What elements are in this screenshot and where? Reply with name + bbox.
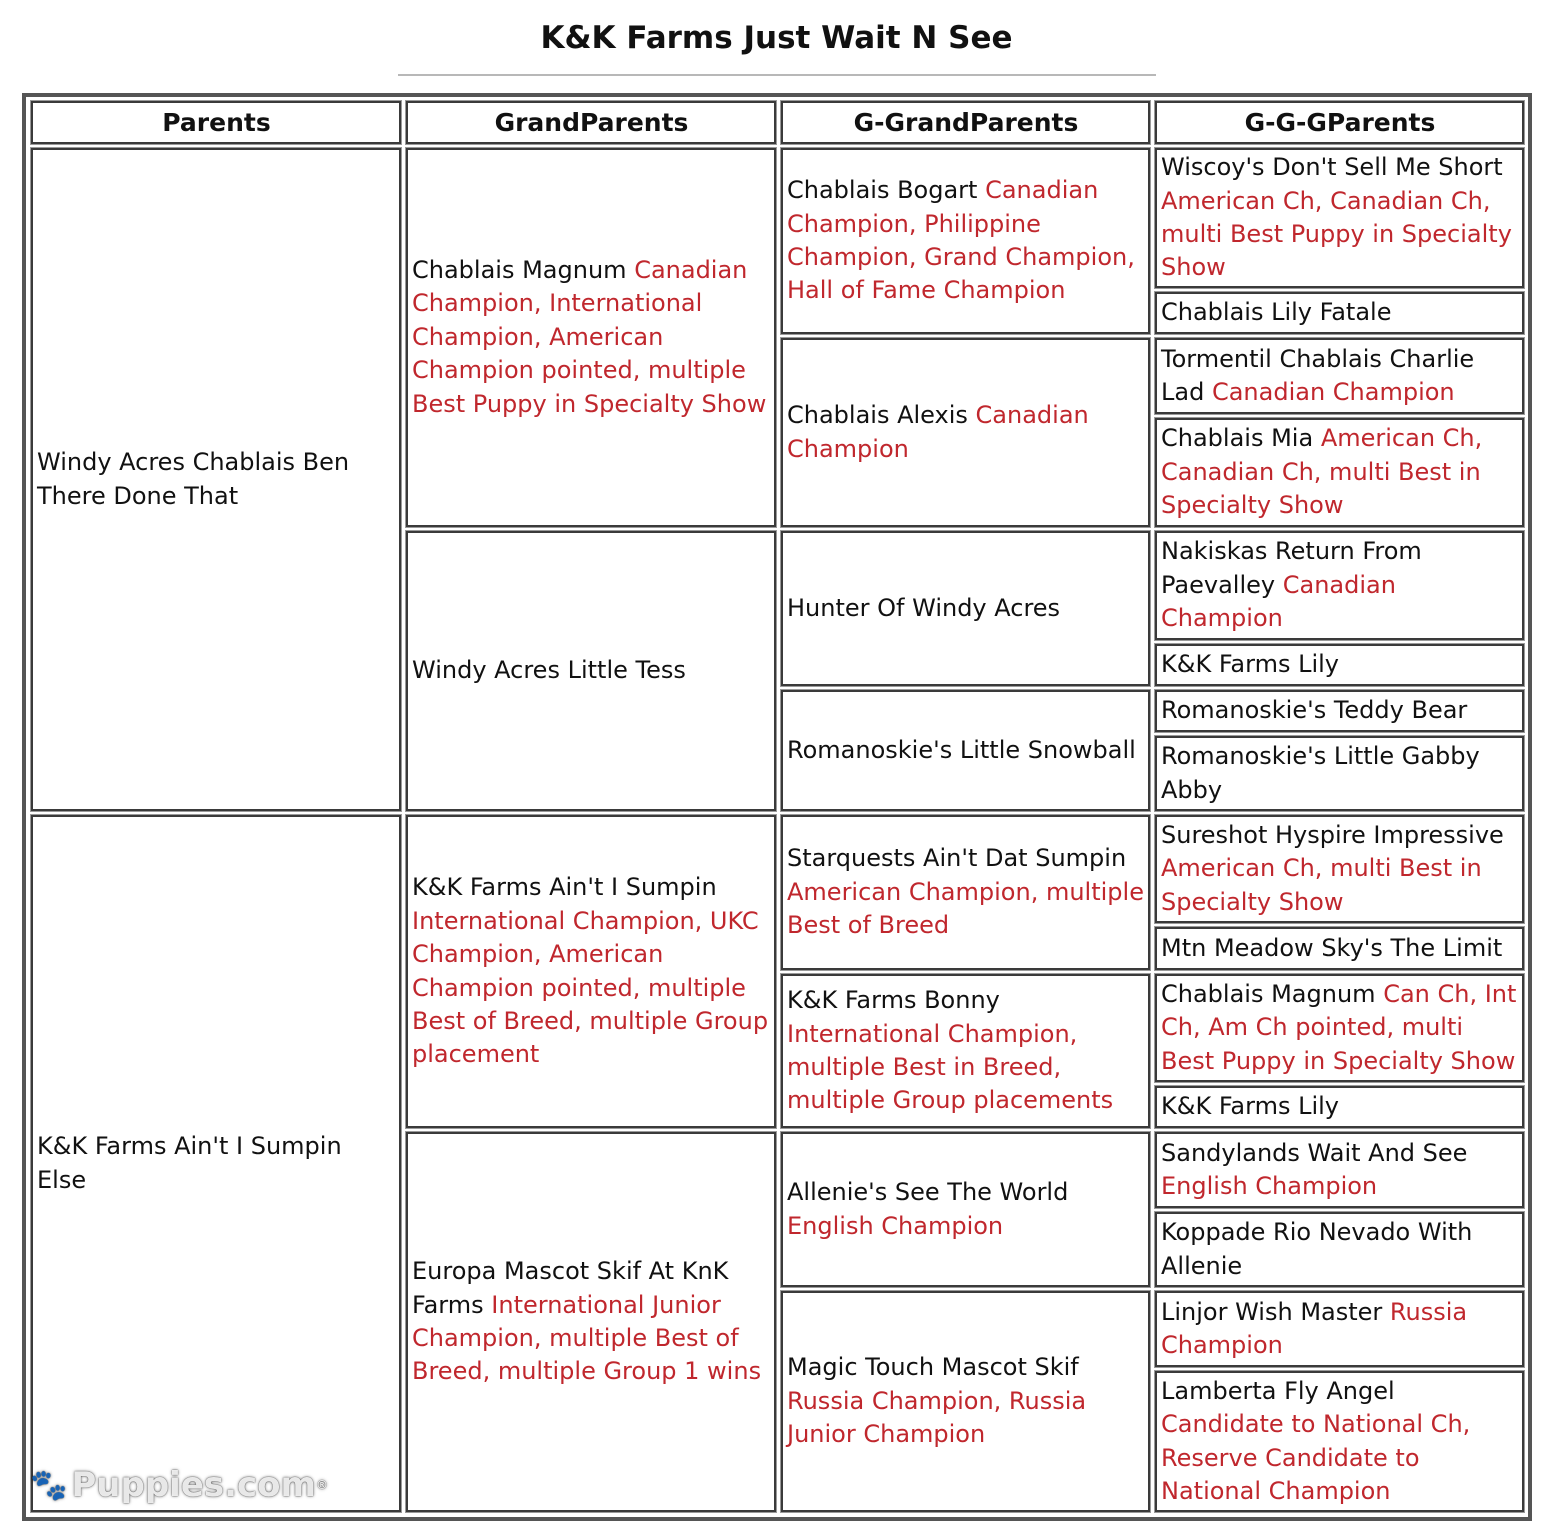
dog-name: Hunter Of Windy Acres [787, 593, 1061, 622]
dog-name: Allenie's See The World [787, 1178, 1069, 1207]
g-grandparent-cell [781, 531, 1150, 686]
dog-titles: American Ch, multi Best in Specialty Show [1161, 854, 1482, 916]
g-g-gparent-cell [1155, 148, 1524, 288]
grandparent-cell [406, 1132, 776, 1512]
dog-name: Chablais Bogart [787, 176, 978, 205]
dog-titles: International Champion, multiple Best in Breed, multiple Group placements [787, 1019, 1114, 1115]
dog-name: K&K Farms Bonny [787, 986, 1000, 1015]
dog-name: Romanoskie's Little Gabby Abby [1161, 742, 1480, 804]
registered-mark: ® [315, 1478, 328, 1492]
dog-name: Nakiskas Return From Paevalley [1161, 537, 1422, 599]
g-grandparent-cell [781, 338, 1150, 527]
g-g-gparent-cell [1155, 1212, 1524, 1287]
dog-titles: Russia Champion, Russia Junior Champion [787, 1386, 1087, 1449]
dog-name: K&K Farms Ain't I Sumpin Else [37, 1132, 342, 1194]
dog-name: Chablais Mia [1161, 424, 1314, 453]
dog-titles: American Ch, Canadian Ch, multi Best in Specialty Show [1161, 424, 1483, 520]
dog-titles: Canadian Champion, International Champion, American Champion pointed, multiple Best Puppy in Specialty Show [412, 255, 767, 418]
g-g-gparent-cell [1155, 974, 1524, 1082]
dog-name: Chablais Alexis [787, 401, 968, 430]
g-g-gparent-cell [1155, 418, 1524, 527]
dog-name: K&K Farms Lily [1161, 650, 1339, 679]
watermark [30, 1465, 328, 1505]
g-g-gparent-cell [1155, 531, 1524, 640]
header-grandparents: GrandParents [406, 101, 776, 144]
dog-name: Lamberta Fly Angel [1161, 1376, 1395, 1405]
g-g-gparent-cell [1155, 690, 1524, 732]
g-grandparent-cell [781, 974, 1150, 1128]
dog-titles: Canadian Champion, Philippine Champion, Grand Champion, Hall of Fame Champion [787, 176, 1135, 305]
g-g-gparent-cell [1155, 292, 1524, 334]
dog-name: Wiscoy's Don't Sell Me Short [1161, 153, 1503, 182]
dog-titles: Canadian Champion [1211, 378, 1455, 406]
g-grandparent-cell [781, 815, 1150, 970]
g-g-gparent-cell [1155, 1291, 1524, 1367]
dog-name: Windy Acres Chablais Ben There Done That [37, 448, 350, 510]
dog-titles: International Champion, UKC Champion, American Champion pointed, multiple Best of Breed, multiple Group placement [412, 906, 769, 1069]
g-g-gparent-cell [1155, 1086, 1524, 1128]
grandparent-cell [406, 148, 776, 527]
dog-titles: Russia Champion [1161, 1297, 1468, 1359]
dog-titles: American Champion, multiple Best of Breed [787, 877, 1144, 940]
dog-name: Koppade Rio Nevado With Allenie [1161, 1218, 1473, 1280]
dog-titles: Candidate to National Ch, Reserve Candidate to National Champion [1161, 1410, 1471, 1505]
dog-titles: English Champion [787, 1211, 1004, 1240]
dog-name: Tormentil Chablais Charlie Lad [1161, 344, 1475, 406]
dog-name: K&K Farms Lily [1161, 1092, 1339, 1121]
grandparent-cell [406, 531, 776, 811]
dog-titles: Canadian Champion [1161, 570, 1396, 633]
dog-name: Starquests Ain't Dat Sumpin [787, 844, 1127, 873]
dog-name: K&K Farms Ain't I Sumpin [412, 873, 717, 902]
dog-titles: Canadian Champion [787, 401, 1089, 463]
g-g-gparent-cell [1155, 815, 1524, 923]
dog-name: Romanoskie's Little Snowball [787, 735, 1136, 764]
dog-name: Windy Acres Little Tess [412, 656, 686, 685]
parent-cell-sire [31, 148, 401, 811]
g-grandparent-cell [781, 1132, 1150, 1287]
g-g-gparent-cell [1155, 736, 1524, 811]
dog-titles: Can Ch, Int Ch, Am Ch pointed, multi Best Puppy in Specialty Show [1161, 979, 1517, 1075]
dog-name: Mtn Meadow Sky's The Limit [1161, 933, 1503, 962]
g-grandparent-cell [781, 690, 1150, 811]
dog-name: Linjor Wish Master [1161, 1297, 1383, 1326]
dog-name: Romanoskie's Teddy Bear [1161, 696, 1468, 725]
dog-name: Chablais Lily Fatale [1161, 298, 1392, 327]
g-g-gparent-cell [1155, 1132, 1524, 1208]
dog-paw-icon: 🐾 [30, 1467, 68, 1503]
dog-titles: American Ch, Canadian Ch, multi Best Puppy in Specialty Show [1161, 186, 1512, 282]
grandparent-cell [406, 815, 776, 1128]
page-title: K&K Farms Just Wait N See [540, 20, 1013, 56]
title-divider [398, 74, 1156, 76]
header-parents: Parents [31, 101, 401, 144]
dog-name: Europa Mascot Skif At KnK Farms [412, 1257, 729, 1319]
dog-name: Sureshot Hyspire Impressive [1161, 820, 1504, 849]
g-g-gparent-cell [1155, 338, 1524, 414]
dog-name: Magic Touch Mascot Skif [787, 1353, 1079, 1382]
dog-titles: International Junior Champion, multiple Best of Breed, multiple Group 1 wins [412, 1290, 762, 1386]
header-g-g-gparents: G-G-GParents [1155, 101, 1524, 144]
g-grandparent-cell [781, 148, 1150, 334]
dog-name: Sandylands Wait And See [1161, 1138, 1468, 1167]
g-grandparent-cell [781, 1291, 1150, 1512]
g-g-gparent-cell [1155, 1371, 1524, 1512]
dog-titles: English Champion [1161, 1172, 1378, 1200]
watermark-text: Puppies.com [71, 1465, 316, 1505]
dog-name: Chablais Magnum [1161, 979, 1376, 1008]
dog-name: Chablais Magnum [412, 255, 627, 284]
parent-cell-dam [31, 815, 401, 1512]
g-g-gparent-cell [1155, 927, 1524, 970]
g-g-gparent-cell [1155, 644, 1524, 686]
header-g-grandparents: G-GrandParents [781, 101, 1150, 144]
